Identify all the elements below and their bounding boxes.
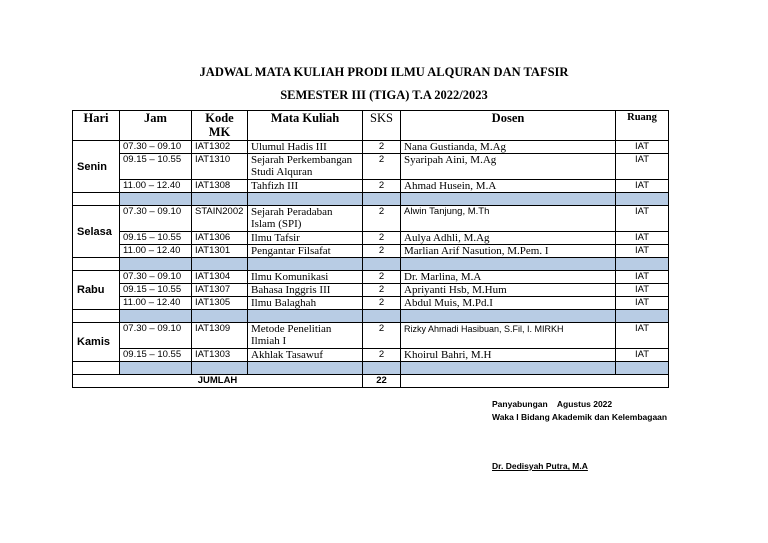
jam-cell: 11.00 – 12.40 [120, 180, 192, 193]
dosen-cell: Abdul Muis, M.Pd.I [401, 297, 616, 310]
sks-cell: 2 [363, 154, 401, 180]
signature-place-date: Panyabungan Agustus 2022 [492, 399, 613, 409]
signature-name: Dr. Dedisyah Putra, M.A [492, 461, 588, 471]
sks-cell: 2 [363, 297, 401, 310]
ruang-cell: IAT [616, 323, 669, 349]
document-subtitle: SEMESTER III (TIGA) T.A 2022/2023 [280, 88, 488, 102]
mk-cell: Akhlak Tasawuf [248, 349, 363, 362]
mk-cell: Sejarah Peradaban Islam (SPI) [248, 206, 363, 232]
table-row [73, 349, 669, 362]
header-sks: SKS [363, 111, 401, 141]
sks-cell: 2 [363, 206, 401, 232]
kode-cell: IAT1310 [192, 154, 248, 180]
ruang-cell: IAT [616, 349, 669, 362]
sks-cell: 2 [363, 180, 401, 193]
dosen-cell: Alwin Tanjung, M.Th [401, 206, 616, 232]
kode-cell: IAT1305 [192, 297, 248, 310]
ruang-cell: IAT [616, 141, 669, 154]
total-row [73, 375, 669, 388]
mk-cell: Bahasa Inggris III [248, 284, 363, 297]
jam-cell: 09.15 – 10.55 [120, 284, 192, 297]
ruang-cell: IAT [616, 180, 669, 193]
ruang-cell: IAT [616, 245, 669, 258]
jam-cell: 07.30 – 09.10 [120, 141, 192, 154]
sks-cell: 2 [363, 323, 401, 349]
kode-cell: IAT1306 [192, 232, 248, 245]
signature-position: Waka I Bidang Akademik dan Kelembagaan [492, 412, 668, 422]
ruang-cell: IAT [616, 297, 669, 310]
header-dosen: Dosen [401, 111, 616, 141]
header-ruang: Ruang [616, 111, 669, 141]
mk-cell: Pengantar Filsafat [248, 245, 363, 258]
dosen-cell: Dr. Marlina, M.A [401, 271, 616, 284]
kode-cell: IAT1302 [192, 141, 248, 154]
table-row [73, 232, 669, 245]
header-mata-kuliah: Mata Kuliah [248, 111, 363, 141]
mk-cell: Sejarah Perkembangan Studi Alquran [248, 154, 363, 180]
total-label: JUMLAH [73, 375, 363, 388]
table-row [73, 271, 669, 284]
header-hari: Hari [73, 111, 120, 141]
dosen-cell: Syaripah Aini, M.Ag [401, 154, 616, 180]
document-title: JADWAL MATA KULIAH PRODI ILMU ALQURAN DAN TAFSIR [199, 65, 569, 79]
total-sks: 22 [363, 375, 401, 388]
day-label: Kamis [73, 323, 120, 362]
ruang-cell: IAT [616, 232, 669, 245]
dosen-cell: Aulya Adhli, M.Ag [401, 232, 616, 245]
sks-cell: 2 [363, 232, 401, 245]
mk-cell: Ulumul Hadis III [248, 141, 363, 154]
kode-cell: IAT1301 [192, 245, 248, 258]
jam-cell: 09.15 – 10.55 [120, 232, 192, 245]
day-label: Selasa [73, 206, 120, 258]
table-row [73, 206, 669, 232]
day-label: Rabu [73, 271, 120, 310]
sks-cell: 2 [363, 141, 401, 154]
mk-cell: Metode Penelitian Ilmiah I [248, 323, 363, 349]
sks-cell: 2 [363, 349, 401, 362]
table-row [73, 141, 669, 154]
sks-cell: 2 [363, 284, 401, 297]
jam-cell: 07.30 – 09.10 [120, 323, 192, 349]
schedule-table [72, 110, 669, 388]
sks-cell: 2 [363, 245, 401, 258]
table-row [73, 154, 669, 180]
jam-cell: 07.30 – 09.10 [120, 271, 192, 284]
dosen-cell: Marlian Arif Nasution, M.Pem. I [401, 245, 616, 258]
dosen-cell: Ahmad Husein, M.A [401, 180, 616, 193]
jam-cell: 07.30 – 09.10 [120, 206, 192, 232]
separator-row [73, 258, 669, 271]
table-row [73, 180, 669, 193]
header-jam: Jam [120, 111, 192, 141]
dosen-cell: Nana Gustianda, M.Ag [401, 141, 616, 154]
jam-cell: 09.15 – 10.55 [120, 154, 192, 180]
table-row [73, 297, 669, 310]
ruang-cell: IAT [616, 154, 669, 180]
dosen-cell: Apriyanti Hsb, M.Hum [401, 284, 616, 297]
ruang-cell: IAT [616, 271, 669, 284]
mk-cell: Ilmu Komunikasi [248, 271, 363, 284]
dosen-cell: Rizky Ahmadi Hasibuan, S.Fil, I. MIRKH [401, 323, 616, 349]
jam-cell: 11.00 – 12.40 [120, 297, 192, 310]
jam-cell: 09.15 – 10.55 [120, 349, 192, 362]
separator-row [73, 362, 669, 375]
ruang-cell: IAT [616, 284, 669, 297]
kode-cell: STAIN2002 [192, 206, 248, 232]
kode-cell: IAT1309 [192, 323, 248, 349]
kode-cell: IAT1308 [192, 180, 248, 193]
kode-cell: IAT1303 [192, 349, 248, 362]
total-empty [401, 375, 669, 388]
mk-cell: Ilmu Tafsir [248, 232, 363, 245]
table-row [73, 284, 669, 297]
day-label: Senin [73, 141, 120, 193]
table-row [73, 323, 669, 349]
jam-cell: 11.00 – 12.40 [120, 245, 192, 258]
ruang-cell: IAT [616, 206, 669, 232]
dosen-cell: Khoirul Bahri, M.H [401, 349, 616, 362]
header-kode: Kode MK [192, 111, 248, 141]
mk-cell: Tahfizh III [248, 180, 363, 193]
table-row [73, 245, 669, 258]
mk-cell: Ilmu Balaghah [248, 297, 363, 310]
kode-cell: IAT1307 [192, 284, 248, 297]
separator-row [73, 193, 669, 206]
header-row [73, 111, 669, 141]
sks-cell: 2 [363, 271, 401, 284]
kode-cell: IAT1304 [192, 271, 248, 284]
separator-row [73, 310, 669, 323]
